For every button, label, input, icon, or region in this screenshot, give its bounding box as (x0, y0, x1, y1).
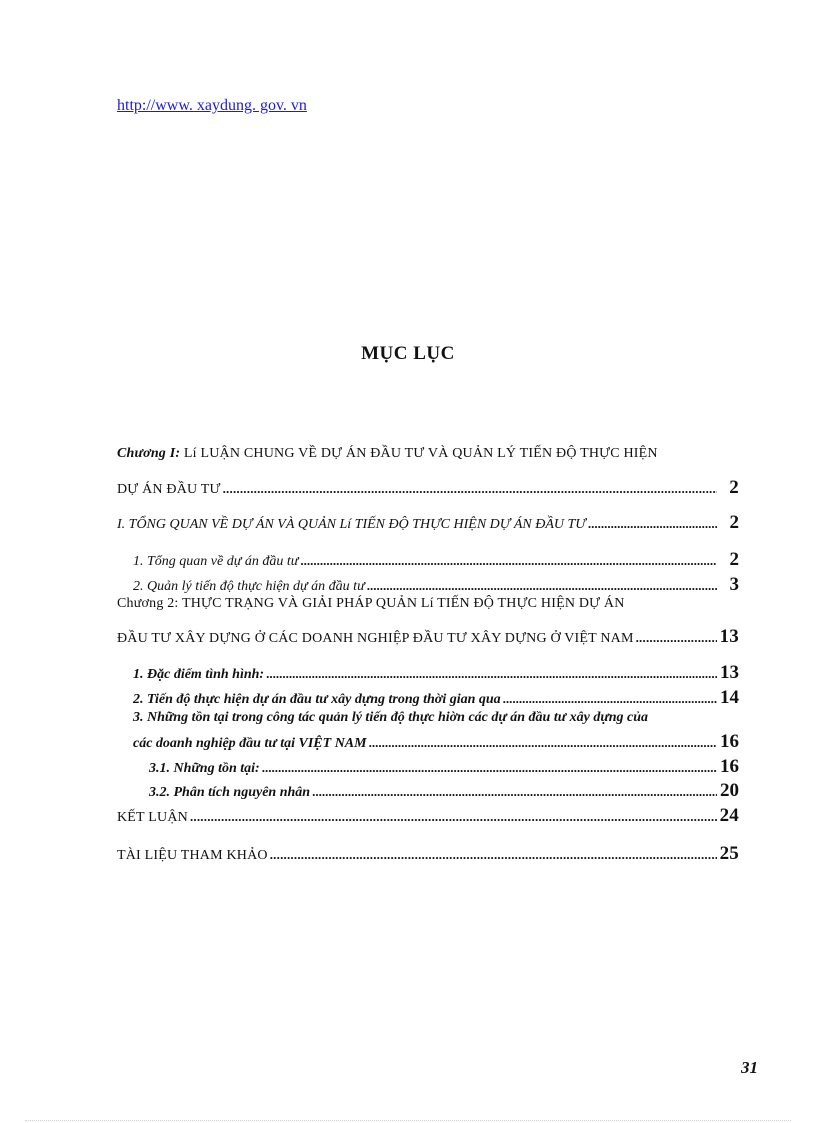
toc-page-number: 3 (729, 574, 739, 595)
website-link[interactable]: http://www. xaydung. gov. vn (117, 97, 307, 114)
toc-section-2-3-entry (133, 731, 739, 753)
toc-page-number: 13 (719, 626, 739, 647)
toc-page-number: 2 (729, 477, 739, 498)
toc-page-number: 2 (729, 512, 739, 533)
toc-section-1-label: I. TỔNG QUAN VỀ DỰ ÁN VÀ QUẢN Lí TIẾN ĐỘ THỰC HIỆN DỰ ÁN ĐẦU TƯ (117, 517, 586, 532)
page-bottom-divider (25, 1120, 791, 1121)
toc-chapter-2-entry (117, 626, 739, 648)
toc-chapter-1-title: Lí LUẬN CHUNG VỀ DỰ ÁN ĐẦU TƯ VÀ QUẢN LÝ TIẾN ĐỘ THỰC HIỆN (180, 446, 658, 461)
toc-page-number: 20 (720, 780, 739, 801)
toc-leader (262, 760, 717, 776)
toc-section-2-1-entry (133, 662, 739, 684)
toc-section-2-3-heading: 3. Những tồn tại trong công tác quản lý tiến độ thực hiờn các dự án đầu tư xây dựng của (133, 710, 649, 725)
toc-leader (312, 784, 717, 800)
toc-chapter-1-entry (117, 477, 739, 499)
toc-section-2-3-2-entry (149, 780, 739, 802)
toc-conclusion-entry (117, 805, 739, 827)
toc-leader (223, 481, 717, 497)
toc-leader (503, 691, 717, 707)
toc-page-number: 25 (719, 843, 739, 864)
toc-page-number: 13 (720, 662, 739, 683)
toc-section-2-3-label-cont: các doanh nghiệp đầu tư tại VIỆT NAM (133, 736, 367, 751)
toc-page-number: 14 (720, 687, 739, 708)
toc-page-number: 16 (720, 731, 739, 752)
toc-section-2-3-1-entry (149, 756, 739, 778)
toc-section-2-2-label: 2. Tiến độ thực hiện dự án đầu tư xây dựng trong thời gian qua (133, 692, 501, 707)
toc-section-2-3-2-label: 3.2. Phân tích nguyên nhân (149, 785, 311, 800)
toc-section-2-3-1-label: 3.1. Những tồn tại: (149, 761, 260, 776)
toc-section-1-entry (117, 512, 739, 534)
toc-section-1-2-label: 2. Quản lý tiến độ thực hiện dự án đầu tư (133, 579, 365, 594)
page-number: 31 (741, 1058, 758, 1077)
toc-leader (266, 666, 717, 682)
toc-chapter-1-heading (117, 446, 739, 462)
toc-leader (636, 630, 717, 646)
toc-chapter-2-title-cont: ĐẦU TƯ XÂY DỰNG Ở CÁC DOANH NGHIỆP ĐẦU TƯ XÂY DỰNG Ở VIỆT NAM (117, 631, 634, 646)
toc-leader (367, 578, 717, 594)
toc-leader (300, 553, 717, 569)
page-title: MỤC LỤC (361, 343, 455, 364)
toc-chapter-1-prefix: Chương I: (117, 446, 181, 461)
toc-chapter-2-heading: Chương 2: THỰC TRẠNG VÀ GIẢI PHÁP QUẢN Lí TIẾN ĐỘ THỰC HIỆN DỰ ÁN (117, 596, 625, 611)
toc-page-number: 16 (720, 756, 739, 777)
toc-leader (270, 847, 717, 863)
toc-references-entry (117, 843, 739, 865)
toc-leader (369, 735, 717, 751)
toc-section-2-1-label: 1. Đặc điểm tình hình: (133, 667, 265, 682)
toc-page-number: 2 (729, 549, 739, 570)
toc-chapter-1-title-cont: DỰ ÁN ĐẦU TƯ (117, 482, 221, 497)
toc-section-1-2-entry (133, 574, 739, 596)
toc-references-label: TÀI LIỆU THAM KHẢO (117, 848, 268, 863)
toc-section-1-1-entry (133, 549, 739, 571)
toc-conclusion-label: KẾT LUẬN (117, 810, 188, 825)
toc-leader (588, 516, 717, 532)
toc-page-number: 24 (719, 805, 739, 826)
toc-leader (190, 809, 717, 825)
toc-section-1-1-label: 1. Tổng quan về dự án đầu tư (133, 554, 299, 569)
toc-section-2-2-entry (133, 687, 739, 709)
